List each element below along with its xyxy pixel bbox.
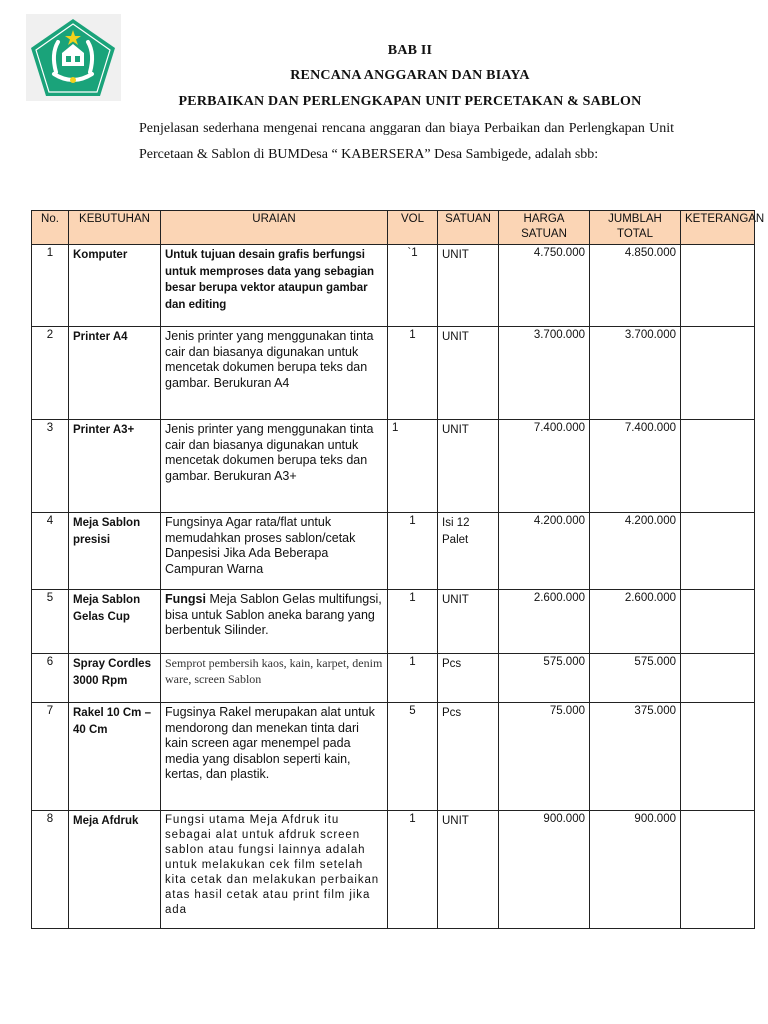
column-header-satuan: SATUAN: [438, 211, 499, 245]
table-row: [32, 420, 755, 513]
row-no: 5: [32, 590, 69, 654]
row-kebutuhan: Spray Cordles 3000 Rpm: [69, 654, 161, 703]
column-header-vol: VOL: [388, 211, 438, 245]
row-keterangan: [681, 811, 755, 929]
row-no: 1: [32, 245, 69, 327]
column-header-no: No.: [32, 211, 69, 245]
row-satuan: Pcs: [438, 703, 499, 811]
row-kebutuhan: Rakel 10 Cm – 40 Cm: [69, 703, 161, 811]
budget-table: [31, 210, 765, 929]
row-uraian: Fungsinya Agar rata/flat untuk memudahkan proses sablon/cetak Danpesisi Jika Ada Beberapa Campuran Warna: [161, 513, 388, 590]
row-vol: 1: [388, 513, 438, 590]
row-jumlah-total: 4.200.000: [590, 513, 681, 590]
row-kebutuhan: Printer A4: [69, 327, 161, 420]
row-no: 3: [32, 420, 69, 513]
row-harga-satuan: 4.200.000: [499, 513, 590, 590]
row-harga-satuan: 75.000: [499, 703, 590, 811]
column-header-uraian: URAIAN: [161, 211, 388, 245]
row-kebutuhan: Meja Sablon Gelas Cup: [69, 590, 161, 654]
row-kebutuhan: Meja Afdruk: [69, 811, 161, 929]
column-header-kebutuhan: KEBUTUHAN: [69, 211, 161, 245]
row-satuan: Isi 12 Palet: [438, 513, 499, 590]
row-uraian: Semprot pembersih kaos, kain, karpet, denim ware, screen Sablon: [161, 654, 388, 703]
table-row: [32, 245, 755, 327]
row-harga-satuan: 3.700.000: [499, 327, 590, 420]
row-vol: `1: [388, 245, 438, 327]
organization-logo: [26, 14, 121, 101]
row-no: 6: [32, 654, 69, 703]
row-keterangan: [681, 590, 755, 654]
row-uraian: Jenis printer yang menggunakan tinta cair dan biasanya digunakan untuk mencetak dokumen berupa teks dan gambar. Berukuran A3+: [161, 420, 388, 513]
chapter-title: BAB II: [387, 43, 433, 58]
row-vol: 1: [388, 654, 438, 703]
row-satuan: UNIT: [438, 245, 499, 327]
row-keterangan: [681, 327, 755, 420]
row-jumlah-total: 7.400.000: [590, 420, 681, 513]
row-uraian: Jenis printer yang menggunakan tinta cair dan biasanya digunakan untuk mencetak dokumen berupa teks dan gambar. Berukuran A4: [161, 327, 388, 420]
row-satuan: UNIT: [438, 420, 499, 513]
column-header-harga-satuan: HARGA SATUAN: [499, 211, 590, 245]
row-uraian: Fungsi utama Meja Afdruk itu sebagai alat untuk afdruk screen sablon atau fungsi lainnya adalah untuk melakukan cek film setelah kita cetak dan melakukan perbaikan atas hasil cetak atau print film jika ada: [161, 811, 388, 929]
row-harga-satuan: 575.000: [499, 654, 590, 703]
row-keterangan: [681, 420, 755, 513]
table-row: [32, 811, 755, 929]
row-harga-satuan: 2.600.000: [499, 590, 590, 654]
document-title: RENCANA ANGGARAN DAN BIAYA: [290, 68, 530, 83]
table-row: [32, 654, 755, 703]
row-satuan: UNIT: [438, 811, 499, 929]
row-uraian: [161, 590, 388, 654]
row-vol: 5: [388, 703, 438, 811]
intro-paragraph: Penjelasan sederhana mengenai rencana anggaran dan biaya Perbaikan dan Perlengkapan Unit Percetaan & Sablon di BUMDesa “ KABERSERA” Desa Sambigede, adalah sbb:: [139, 121, 674, 162]
column-header-keterangan: KETERANGAN: [681, 211, 755, 245]
column-header-jumlah-total: JUMBLAH TOTAL: [590, 211, 681, 245]
row-satuan: UNIT: [438, 590, 499, 654]
bumdes-emblem-icon: [26, 14, 121, 101]
uraian-lead: Fungsi: [165, 592, 206, 606]
row-uraian: Fugsinya Rakel merupakan alat untuk mendorong dan menekan tinta dari kain screen agar menempel pada media yang disablon seperti kain, kertas, dan plastik.: [161, 703, 388, 811]
row-jumlah-total: 2.600.000: [590, 590, 681, 654]
row-keterangan: [681, 245, 755, 327]
row-satuan: UNIT: [438, 327, 499, 420]
row-kebutuhan: Komputer: [69, 245, 161, 327]
row-vol: 1: [388, 811, 438, 929]
row-no: 4: [32, 513, 69, 590]
row-harga-satuan: 7.400.000: [499, 420, 590, 513]
row-uraian: Untuk tujuan desain grafis berfungsi untuk memproses data yang sebagian besar berupa vektor ataupun gambar dan editing: [161, 245, 388, 327]
row-kebutuhan: Printer A3+: [69, 420, 161, 513]
table-row: [32, 590, 755, 654]
row-kebutuhan: Meja Sablon presisi: [69, 513, 161, 590]
row-jumlah-total: 900.000: [590, 811, 681, 929]
row-no: 2: [32, 327, 69, 420]
row-no: 7: [32, 703, 69, 811]
row-vol: 1: [388, 420, 438, 513]
row-no: 8: [32, 811, 69, 929]
table-row: [32, 513, 755, 590]
document-subtitle: PERBAIKAN DAN PERLENGKAPAN UNIT PERCETAKAN & SABLON: [178, 94, 642, 109]
row-jumlah-total: 575.000: [590, 654, 681, 703]
row-jumlah-total: 375.000: [590, 703, 681, 811]
table-header-row: [32, 211, 755, 245]
row-harga-satuan: 4.750.000: [499, 245, 590, 327]
row-jumlah-total: 3.700.000: [590, 327, 681, 420]
row-keterangan: [681, 703, 755, 811]
table-row: [32, 327, 755, 420]
row-keterangan: [681, 513, 755, 590]
row-harga-satuan: 900.000: [499, 811, 590, 929]
row-jumlah-total: 4.850.000: [590, 245, 681, 327]
row-satuan: Pcs: [438, 654, 499, 703]
row-vol: 1: [388, 590, 438, 654]
uraian-text: Meja Sablon Gelas multifungsi, bisa untuk Sablon aneka barang yang berbentuk Silinder.: [165, 592, 382, 637]
row-vol: 1: [388, 327, 438, 420]
table-row: [32, 703, 755, 811]
row-keterangan: [681, 654, 755, 703]
